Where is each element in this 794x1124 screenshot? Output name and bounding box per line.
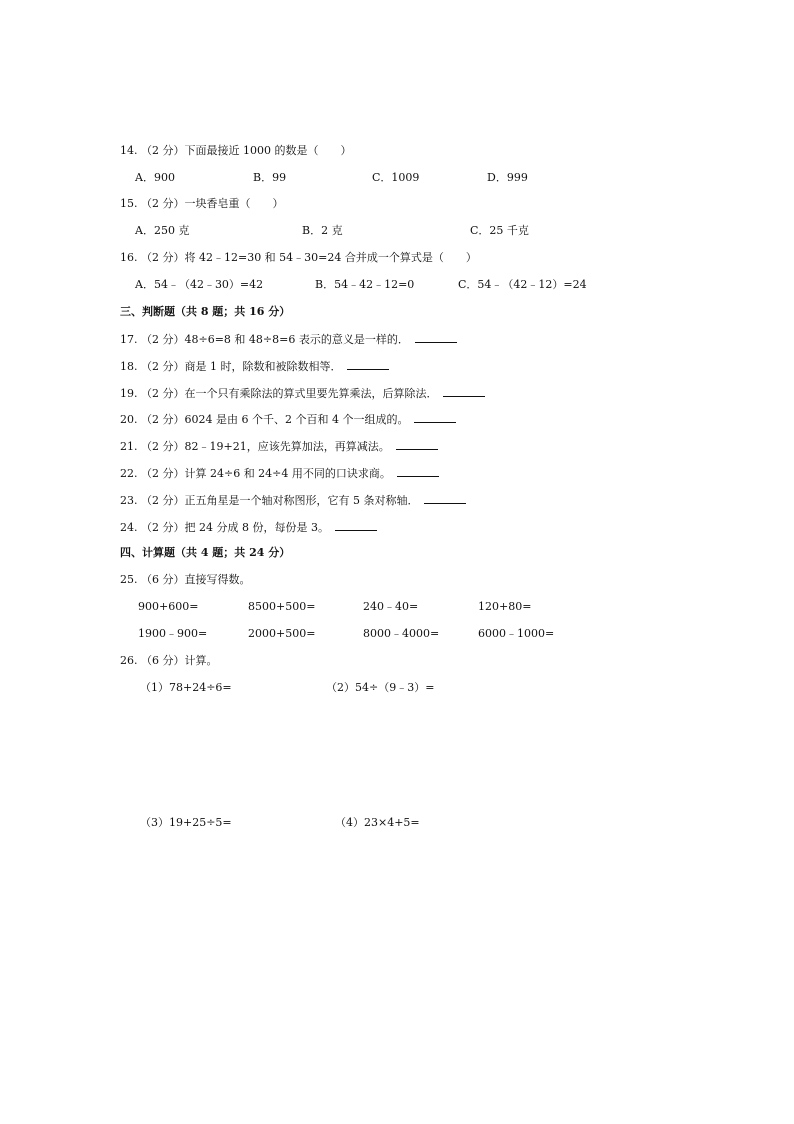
q23	[120, 493, 466, 508]
q18-text: 18. （2 分）商是 1 时，除数和被除数相等．	[120, 360, 342, 373]
q19	[120, 386, 485, 401]
q25-item: 900+600=	[138, 600, 199, 613]
q17-answer-blank[interactable]	[415, 332, 457, 343]
q20-answer-blank[interactable]	[414, 412, 456, 423]
q16-option-a: A．54﹣（42﹣30）=42	[135, 278, 264, 291]
q14-option-a: A．900	[135, 171, 175, 184]
q22-answer-blank[interactable]	[397, 466, 439, 477]
q23-text: 23. （2 分）正五角星是一个轴对称图形，它有 5 条对称轴．	[120, 494, 419, 507]
q16-option-b: B．54﹣42﹣12=0	[315, 278, 415, 291]
q15-option-b: B．2 克	[302, 224, 343, 237]
q18-answer-blank[interactable]	[347, 359, 389, 370]
q15-stem: 15. （2 分）一块香皂重（ ）	[120, 197, 284, 210]
q24-text: 24. （2 分）把 24 分成 8 份，每份是 3。	[120, 521, 329, 534]
q17	[120, 332, 457, 347]
q26-part-4: （4）23×4+5=	[335, 816, 420, 829]
q22-text: 22. （2 分）计算 24÷6 和 24÷4 用不同的口诀求商。	[120, 467, 391, 480]
q21-text: 21. （2 分）82﹣19+21，应该先算加法，再算减法。	[120, 440, 390, 453]
section-heading-calculation: 四、计算题（共 4 题；共 24 分）	[120, 546, 291, 559]
q25-item: 120+80=	[478, 600, 532, 613]
q25-stem: 25. （6 分）直接写得数。	[120, 573, 251, 586]
q25-item: 8000﹣4000=	[363, 627, 440, 640]
q16-stem: 16. （2 分）将 42﹣12=30 和 54﹣30=24 合并成一个算式是（ ）	[120, 251, 477, 264]
q25-item: 6000﹣1000=	[478, 627, 555, 640]
q19-text: 19. （2 分）在一个只有乘除法的算式里要先算乘法，后算除法．	[120, 387, 438, 400]
q14-option-c: C．1009	[372, 171, 420, 184]
q26-part-1: （1）78+24÷6=	[140, 681, 232, 694]
section-heading-judgement: 三、判断题（共 8 题；共 16 分）	[120, 305, 291, 318]
q14-option-b: B．99	[253, 171, 287, 184]
q15-option-a: A．250 克	[135, 224, 190, 237]
q25-item: 240﹣40=	[363, 600, 419, 613]
q21-answer-blank[interactable]	[396, 439, 438, 450]
q23-answer-blank[interactable]	[424, 493, 466, 504]
q26-part-2: （2）54÷（9﹣3）=	[326, 681, 435, 694]
q26-part-3: （3）19+25÷5=	[140, 816, 232, 829]
q25-item: 8500+500=	[248, 600, 316, 613]
q17-text: 17. （2 分）48÷6=8 和 48÷8=6 表示的意义是一样的．	[120, 333, 409, 346]
q25-item: 2000+500=	[248, 627, 316, 640]
q15-option-c: C．25 千克	[470, 224, 529, 237]
q14-option-d: D．999	[487, 171, 528, 184]
q16-option-c: C．54﹣（42﹣12）=24	[458, 278, 587, 291]
q21	[120, 439, 438, 454]
q20	[120, 412, 456, 427]
q26-stem: 26. （6 分）计算。	[120, 654, 218, 667]
q24	[120, 520, 377, 535]
q22	[120, 466, 439, 481]
q14-stem: 14. （2 分）下面最接近 1000 的数是（ ）	[120, 144, 352, 157]
q24-answer-blank[interactable]	[335, 520, 377, 531]
q18	[120, 359, 389, 374]
q19-answer-blank[interactable]	[443, 386, 485, 397]
q25-item: 1900﹣900=	[138, 627, 208, 640]
q20-text: 20. （2 分）6024 是由 6 个千、2 个百和 4 个一组成的。	[120, 413, 409, 426]
